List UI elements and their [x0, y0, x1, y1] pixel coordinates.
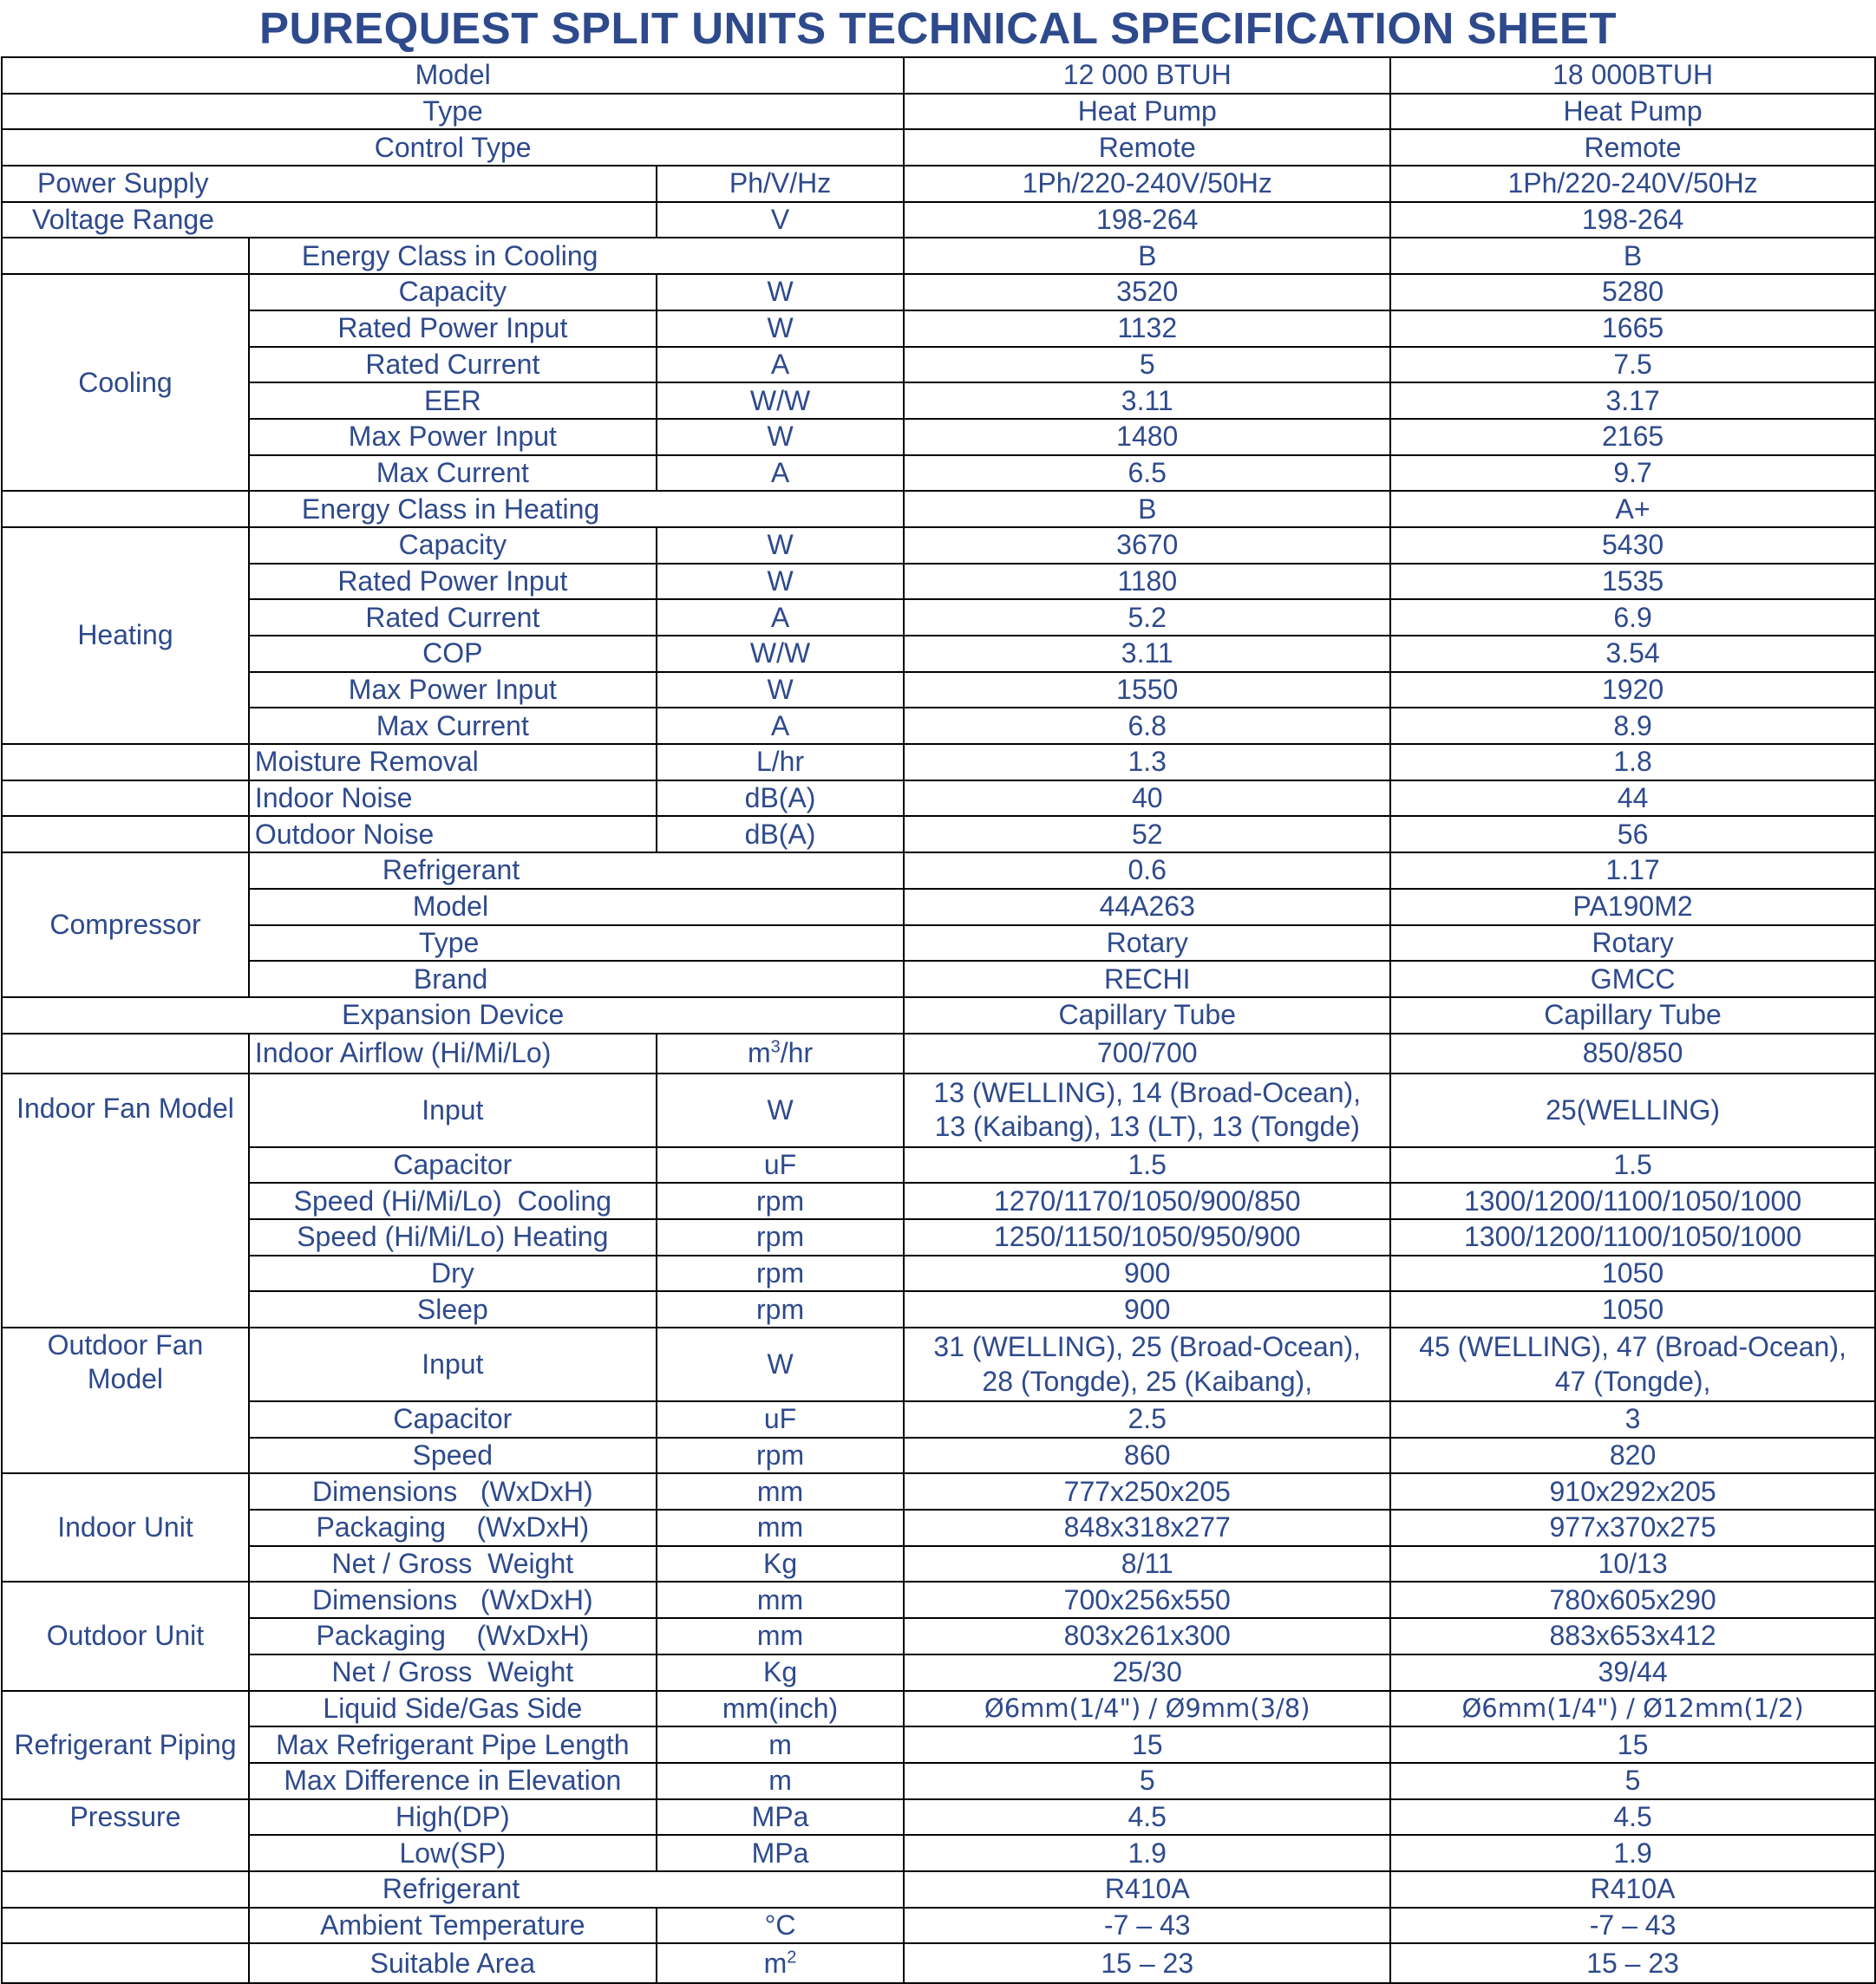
- value-12000: -7 – 43: [904, 1908, 1390, 1944]
- table-row: [2, 1691, 1875, 1727]
- value-12000: 1.9: [904, 1835, 1390, 1871]
- value-18000: Rotary: [1390, 925, 1875, 962]
- unit-cell: W: [657, 419, 905, 455]
- empty-cell: [2, 1908, 249, 1944]
- table-row: [2, 527, 1875, 564]
- table-row: [2, 1871, 1875, 1908]
- value-18000: 6.9: [1390, 599, 1875, 636]
- value-12000: 5.2: [904, 599, 1390, 636]
- empty-cell: [2, 816, 249, 852]
- table-row: [2, 708, 1875, 744]
- value-18000: 1300/1200/1100/1050/1000: [1390, 1219, 1875, 1256]
- unit-cell: mm: [657, 1582, 905, 1618]
- value-12000: 12 000 BTUH: [904, 57, 1390, 94]
- row-label-type: Type: [2, 94, 904, 130]
- unit-cell: A: [657, 708, 905, 744]
- unit-cell: mm: [657, 1618, 905, 1654]
- table-row: [2, 1256, 1875, 1292]
- row-label-indoor-airflow: Indoor Airflow (Hi/Mi/Lo): [249, 1034, 657, 1074]
- row-label-suitable-area: Suitable Area: [249, 1943, 657, 1983]
- row-label: Capacity: [249, 527, 657, 564]
- value-12000: 6.5: [904, 455, 1390, 492]
- value-12000: 3.11: [904, 382, 1390, 419]
- unit-cell: W: [657, 1328, 905, 1401]
- unit-cell: °C: [657, 1908, 905, 1944]
- row-label-control-type: Control Type: [2, 129, 904, 166]
- value-12000: 5: [904, 347, 1390, 383]
- empty-cell: [2, 1943, 249, 1983]
- table-row: [2, 889, 1875, 925]
- row-label-moisture-removal: Moisture Removal: [249, 744, 657, 780]
- value-18000: 2165: [1390, 419, 1875, 455]
- table-row: [2, 564, 1875, 600]
- unit-cell: Kg: [657, 1654, 905, 1691]
- value-12000: Rotary: [904, 925, 1390, 962]
- table-row: [2, 852, 1875, 889]
- empty-cell: [2, 238, 249, 274]
- value-18000: Remote: [1390, 129, 1875, 166]
- unit-cell: W/W: [657, 382, 905, 419]
- row-label: Rated Power Input: [249, 310, 657, 347]
- value-12000: 5: [904, 1763, 1390, 1799]
- value-18000: 56: [1390, 816, 1875, 852]
- group-label-cooling: Cooling: [2, 274, 249, 491]
- unit-cell: $m^2$: [657, 1943, 905, 1983]
- unit-cell: W: [657, 274, 905, 310]
- table-row: [2, 57, 1875, 94]
- value-18000: 15: [1390, 1726, 1875, 1763]
- value-12000: Remote: [904, 129, 1390, 166]
- unit-cell: m: [657, 1726, 905, 1763]
- value-18000: 10/13: [1390, 1546, 1875, 1583]
- unit-cell: A: [657, 599, 905, 636]
- value-18000: R410A: [1390, 1871, 1875, 1908]
- value-18000: Heat Pump: [1390, 94, 1875, 130]
- spec-table: [1, 56, 1876, 1984]
- value-12000: 25/30: [904, 1654, 1390, 1691]
- group-label-heating: Heating: [2, 527, 249, 744]
- row-label: Capacitor: [249, 1401, 657, 1438]
- table-row: [2, 238, 1875, 274]
- value-18000: 18 000BTUH: [1390, 57, 1875, 94]
- unit-cell: mm(inch): [657, 1691, 905, 1727]
- row-label-indoor-noise: Indoor Noise: [249, 780, 657, 817]
- table-row: [2, 1726, 1875, 1763]
- row-label-energy-class-cooling: Energy Class in Cooling: [249, 238, 904, 274]
- table-row: [2, 310, 1875, 347]
- row-label: High(DP): [249, 1799, 657, 1836]
- value-18000: A+: [1390, 491, 1875, 527]
- value-12000: Ø6mm(1/4") / Ø9mm(3/8): [904, 1691, 1390, 1727]
- row-label: Dimensions (WxDxH): [249, 1473, 657, 1510]
- value-18000: 4.5: [1390, 1799, 1875, 1836]
- row-label-power-supply: Power Supply: [2, 166, 657, 202]
- value-18000: 3.17: [1390, 382, 1875, 419]
- value-18000: 7.5: [1390, 347, 1875, 383]
- value-12000: 700/700: [904, 1034, 1390, 1074]
- value-12000: 6.8: [904, 708, 1390, 744]
- group-label-refrigerant-piping: Refrigerant Piping: [2, 1691, 249, 1799]
- unit-cell: mm: [657, 1510, 905, 1546]
- row-label-expansion-device: Expansion Device: [2, 997, 904, 1034]
- unit-cell: MPa: [657, 1799, 905, 1836]
- row-label: Net / Gross Weight: [249, 1546, 657, 1583]
- row-label: EER: [249, 382, 657, 419]
- group-label-indoor-unit: Indoor Unit: [2, 1473, 249, 1582]
- table-row: [2, 1799, 1875, 1836]
- row-label-outdoor-noise: Outdoor Noise: [249, 816, 657, 852]
- unit-cell: W/W: [657, 636, 905, 672]
- row-label: Speed: [249, 1438, 657, 1474]
- value-18000: 45 (WELLING), 47 (Broad-Ocean), 47 (Tongde),: [1390, 1328, 1875, 1401]
- table-row: [2, 1510, 1875, 1546]
- unit-cell: mm: [657, 1473, 905, 1510]
- value-12000: 1550: [904, 672, 1390, 708]
- value-18000: 3: [1390, 1401, 1875, 1438]
- table-row: [2, 636, 1875, 672]
- table-row: [2, 94, 1875, 130]
- table-row: [2, 1473, 1875, 1510]
- table-row: [2, 599, 1875, 636]
- row-label: Max Refrigerant Pipe Length: [249, 1726, 657, 1763]
- row-label: Max Current: [249, 455, 657, 492]
- row-label-energy-class-heating: Energy Class in Heating: [249, 491, 904, 527]
- value-18000: 44: [1390, 780, 1875, 817]
- value-12000: 15 – 23: [904, 1943, 1390, 1983]
- value-12000: 3520: [904, 274, 1390, 310]
- table-row: [2, 780, 1875, 817]
- unit-cell: uF: [657, 1401, 905, 1438]
- value-12000: 4.5: [904, 1799, 1390, 1836]
- row-label: Refrigerant: [249, 852, 904, 889]
- value-18000: 1665: [1390, 310, 1875, 347]
- value-12000: 8/11: [904, 1546, 1390, 1583]
- row-label: Max Power Input: [249, 419, 657, 455]
- value-12000: 803x261x300: [904, 1618, 1390, 1654]
- value-18000: 1920: [1390, 672, 1875, 708]
- empty-cell: [2, 744, 249, 780]
- table-row: [2, 1401, 1875, 1438]
- unit-cell: $m^3/hr$: [657, 1034, 905, 1074]
- row-label: Packaging (WxDxH): [249, 1510, 657, 1546]
- row-label: Max Difference in Elevation: [249, 1763, 657, 1799]
- unit-cell: A: [657, 455, 905, 492]
- value-18000: 780x605x290: [1390, 1582, 1875, 1618]
- row-label: Brand: [249, 961, 904, 997]
- row-label: Rated Current: [249, 347, 657, 383]
- value-12000: 860: [904, 1438, 1390, 1474]
- value-18000: 910x292x205: [1390, 1473, 1875, 1510]
- row-label: Rated Current: [249, 599, 657, 636]
- unit-cell: W: [657, 672, 905, 708]
- row-label: Dry: [249, 1256, 657, 1292]
- unit-cell: rpm: [657, 1291, 905, 1328]
- table-row: [2, 744, 1875, 780]
- unit-cell: Ph/V/Hz: [657, 166, 905, 202]
- value-18000: 5280: [1390, 274, 1875, 310]
- table-row: [2, 455, 1875, 492]
- unit-cell: W: [657, 527, 905, 564]
- row-label: Capacity: [249, 274, 657, 310]
- value-12000: 3670: [904, 527, 1390, 564]
- table-row: [2, 419, 1875, 455]
- table-row: [2, 1147, 1875, 1184]
- value-12000: 700x256x550: [904, 1582, 1390, 1618]
- value-18000: 977x370x275: [1390, 1510, 1875, 1546]
- value-18000: 5430: [1390, 527, 1875, 564]
- value-18000: 850/850: [1390, 1034, 1875, 1074]
- value-12000: 52: [904, 816, 1390, 852]
- value-18000: 883x653x412: [1390, 1618, 1875, 1654]
- table-row: [2, 166, 1875, 202]
- group-label-outdoor-unit: Outdoor Unit: [2, 1582, 249, 1690]
- value-18000: Capillary Tube: [1390, 997, 1875, 1034]
- row-label: Low(SP): [249, 1835, 657, 1871]
- value-12000: RECHI: [904, 961, 1390, 997]
- row-label: Speed (Hi/Mi/Lo) Heating: [249, 1219, 657, 1256]
- value-18000: 1.9: [1390, 1835, 1875, 1871]
- unit-cell: rpm: [657, 1219, 905, 1256]
- group-label-indoor-fan-model: Indoor Fan Model: [2, 1074, 249, 1328]
- row-label: Input: [249, 1328, 657, 1401]
- table-row: [2, 491, 1875, 527]
- empty-cell: [2, 780, 249, 817]
- row-label: Sleep: [249, 1291, 657, 1328]
- value-18000: 8.9: [1390, 708, 1875, 744]
- value-12000: 900: [904, 1256, 1390, 1292]
- value-18000: 5: [1390, 1763, 1875, 1799]
- value-12000: 13 (WELLING), 14 (Broad-Ocean), 13 (Kaibang), 13 (LT), 13 (Tongde): [904, 1074, 1390, 1147]
- table-row: [2, 347, 1875, 383]
- value-12000: 44A263: [904, 889, 1390, 925]
- table-row: [2, 1546, 1875, 1583]
- table-row: [2, 274, 1875, 310]
- row-label: Rated Power Input: [249, 564, 657, 600]
- value-18000: 9.7: [1390, 455, 1875, 492]
- empty-cell: [2, 1034, 249, 1074]
- row-label-refrigerant: Refrigerant: [249, 1871, 904, 1908]
- row-label: Speed (Hi/Mi/Lo) Cooling: [249, 1183, 657, 1219]
- unit-cell: rpm: [657, 1183, 905, 1219]
- value-18000: PA190M2: [1390, 889, 1875, 925]
- unit-cell: V: [657, 202, 905, 238]
- table-row: [2, 1835, 1875, 1871]
- value-18000: 1300/1200/1100/1050/1000: [1390, 1183, 1875, 1219]
- value-18000: 820: [1390, 1438, 1875, 1474]
- group-label-outdoor-fan-model: Outdoor Fan Model: [2, 1328, 249, 1473]
- value-12000: B: [904, 238, 1390, 274]
- value-12000: 40: [904, 780, 1390, 817]
- row-label: Input: [249, 1074, 657, 1147]
- table-row: [2, 1183, 1875, 1219]
- value-12000: 777x250x205: [904, 1473, 1390, 1510]
- value-12000: 1480: [904, 419, 1390, 455]
- table-row: [2, 1219, 1875, 1256]
- unit-cell: W: [657, 564, 905, 600]
- value-18000: 3.54: [1390, 636, 1875, 672]
- unit-cell: rpm: [657, 1438, 905, 1474]
- table-row: [2, 1034, 1875, 1074]
- empty-cell: [2, 1871, 249, 1908]
- unit-cell: m: [657, 1763, 905, 1799]
- value-18000: 1.5: [1390, 1147, 1875, 1184]
- unit-cell: W: [657, 310, 905, 347]
- value-12000: 2.5: [904, 1401, 1390, 1438]
- value-18000: GMCC: [1390, 961, 1875, 997]
- unit-cell: Kg: [657, 1546, 905, 1583]
- table-row: [2, 202, 1875, 238]
- row-label-voltage-range: Voltage Range: [2, 202, 657, 238]
- unit-cell: A: [657, 347, 905, 383]
- value-12000: 1.3: [904, 744, 1390, 780]
- unit-cell: rpm: [657, 1256, 905, 1292]
- table-row: [2, 382, 1875, 419]
- value-12000: 1.5: [904, 1147, 1390, 1184]
- group-label-pressure: Pressure: [2, 1799, 249, 1871]
- table-row: [2, 1582, 1875, 1618]
- table-row: [2, 997, 1875, 1034]
- value-12000: 31 (WELLING), 25 (Broad-Ocean), 28 (Tongde), 25 (Kaibang),: [904, 1328, 1390, 1401]
- row-label: Max Power Input: [249, 672, 657, 708]
- value-12000: B: [904, 491, 1390, 527]
- value-12000: Heat Pump: [904, 94, 1390, 130]
- unit-cell: dB(A): [657, 780, 905, 817]
- table-row: [2, 1763, 1875, 1799]
- value-18000: 1.8: [1390, 744, 1875, 780]
- row-label: Max Current: [249, 708, 657, 744]
- table-row: [2, 1328, 1875, 1401]
- row-label: Dimensions (WxDxH): [249, 1582, 657, 1618]
- value-12000: 1132: [904, 310, 1390, 347]
- row-label-model: Model: [2, 57, 904, 94]
- value-12000: 1180: [904, 564, 1390, 600]
- row-label: COP: [249, 636, 657, 672]
- value-12000: 0.6: [904, 852, 1390, 889]
- table-row: [2, 1654, 1875, 1691]
- value-12000: R410A: [904, 1871, 1390, 1908]
- value-18000: 1535: [1390, 564, 1875, 600]
- value-12000: 848x318x277: [904, 1510, 1390, 1546]
- value-12000: 15: [904, 1726, 1390, 1763]
- value-18000: 1050: [1390, 1291, 1875, 1328]
- table-row: [2, 1908, 1875, 1944]
- table-row: [2, 816, 1875, 852]
- value-12000: 900: [904, 1291, 1390, 1328]
- unit-cell: MPa: [657, 1835, 905, 1871]
- table-row: [2, 961, 1875, 997]
- value-18000: 25(WELLING): [1390, 1074, 1875, 1147]
- value-18000: 1.17: [1390, 852, 1875, 889]
- group-label-compressor: Compressor: [2, 852, 249, 997]
- value-18000: 198-264: [1390, 202, 1875, 238]
- row-label: Type: [249, 925, 904, 962]
- value-12000: 1Ph/220-240V/50Hz: [904, 166, 1390, 202]
- table-row: [2, 1618, 1875, 1654]
- row-label: Liquid Side/Gas Side: [249, 1691, 657, 1727]
- table-row: [2, 672, 1875, 708]
- value-18000: 15 – 23: [1390, 1943, 1875, 1983]
- value-12000: 1250/1150/1050/950/900: [904, 1219, 1390, 1256]
- value-18000: 1Ph/220-240V/50Hz: [1390, 166, 1875, 202]
- value-12000: 1270/1170/1050/900/850: [904, 1183, 1390, 1219]
- page-title: PUREQUEST SPLIT UNITS TECHNICAL SPECIFICATION SHEET: [258, 3, 1618, 53]
- row-label: Net / Gross Weight: [249, 1654, 657, 1691]
- value-18000: -7 – 43: [1390, 1908, 1875, 1944]
- table-row: [2, 1074, 1875, 1147]
- unit-cell: dB(A): [657, 816, 905, 852]
- row-label: Capacitor: [249, 1147, 657, 1184]
- value-12000: 198-264: [904, 202, 1390, 238]
- table-row: [2, 1291, 1875, 1328]
- table-row: [2, 129, 1875, 166]
- row-label: Model: [249, 889, 904, 925]
- value-18000: B: [1390, 238, 1875, 274]
- table-row: [2, 1943, 1875, 1983]
- table-row: [2, 1438, 1875, 1474]
- empty-cell: [2, 491, 249, 527]
- value-12000: Capillary Tube: [904, 997, 1390, 1034]
- value-12000: 3.11: [904, 636, 1390, 672]
- unit-cell: L/hr: [657, 744, 905, 780]
- value-18000: Ø6mm(1/4") / Ø12mm(1/2): [1390, 1691, 1875, 1727]
- value-18000: 1050: [1390, 1256, 1875, 1292]
- unit-cell: W: [657, 1074, 905, 1147]
- row-label: Packaging (WxDxH): [249, 1618, 657, 1654]
- value-18000: 39/44: [1390, 1654, 1875, 1691]
- row-label-ambient-temperature: Ambient Temperature: [249, 1908, 657, 1944]
- table-row: [2, 925, 1875, 962]
- unit-cell: uF: [657, 1147, 905, 1184]
